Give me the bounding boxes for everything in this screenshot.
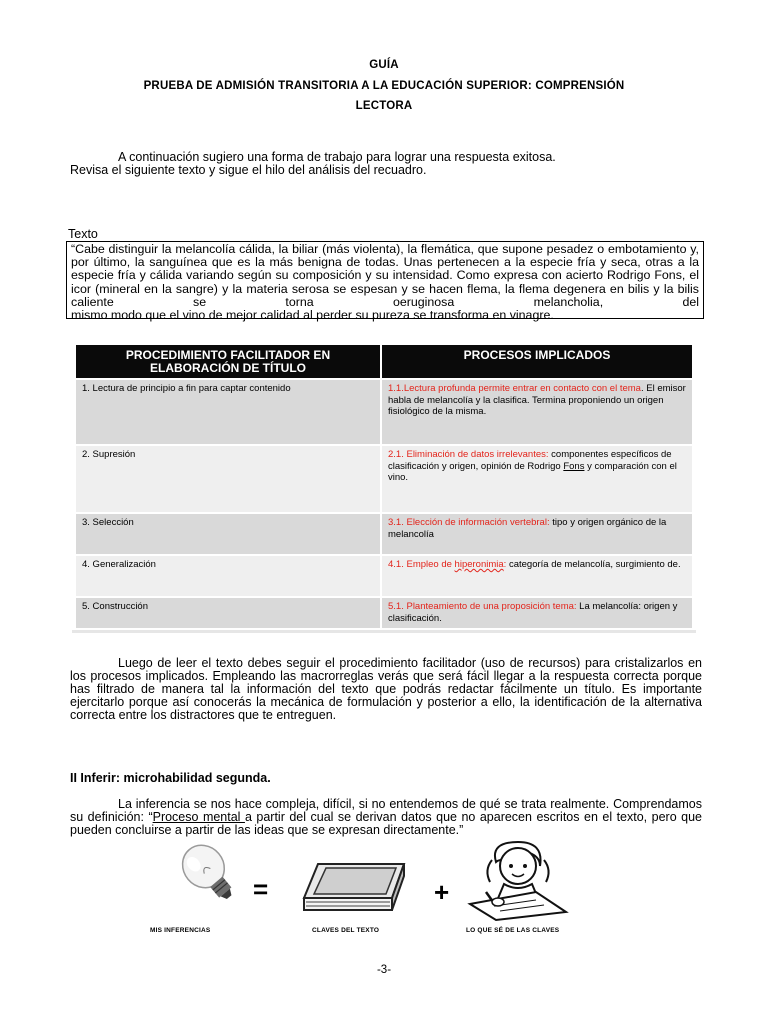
header-procedimiento: PROCEDIMIENTO FACILITADOR EN ELABORACIÓN DE TÍTULO: [76, 345, 380, 378]
after-table-paragraph: Luego de leer el texto debes seguir el procedimiento facilitador (uso de recursos) para cristalizarlos en los procesos implicados. Empleando las macrorreglas verás que será fácil llegar a la respuesta correcta porque has filtrado de manera tal la información del texto que podrás redactar fácilmente un título. Es importante ejercitarlo porque así conocerás la mecánica de formulación y posterior a ello, la identificación de la alternativa correcta entre los distractores que te entreguen.: [70, 656, 702, 722]
row2-right: [382, 446, 692, 512]
row5-right: [382, 598, 692, 628]
row4-red-a: 4.1. Empleo de: [388, 559, 455, 570]
intro-line-1: A continuación sugiero una forma de trabajo para lograr una respuesta exitosa.: [118, 150, 556, 164]
table-row: [76, 556, 692, 596]
row4-right: [382, 556, 692, 596]
row5-left: 5. Construcción: [76, 598, 380, 628]
row4-left: 4. Generalización: [76, 556, 380, 596]
page-number: -3-: [376, 964, 392, 976]
row1-red: 1.1.Lectura profunda permite entrar en contacto con el tema: [388, 383, 641, 394]
section2-para-u: Proceso mental: [152, 810, 245, 824]
section2-paragraph: [70, 798, 702, 837]
row1-right: [382, 380, 692, 444]
plus-sign: +: [434, 877, 450, 907]
table-row: [76, 514, 692, 554]
row2-rest-a: componentes específicos de clasificación y origen, opinión de Rodrigo: [388, 449, 672, 472]
row5-rest: La melancolía: origen y clasificación.: [388, 601, 678, 624]
row4-rest: categoría de melancolía, surgimiento de.: [506, 559, 681, 570]
equals-sign: =: [253, 874, 269, 904]
row3-right: [382, 514, 692, 554]
row5-red: 5.1. Planteamiento de una proposición tema:: [388, 601, 577, 612]
table-header-row: [76, 345, 692, 378]
section2-heading: II Inferir: microhabilidad segunda.: [70, 771, 271, 785]
texto-body: “Cabe distinguir la melancolía cálida, la biliar (más violenta), la flemática, que supone pesadez o embotamiento y, por último, la sanguínea que es la más benigna de todas. Unas pertenecen a la especie fría y seca, otras a la especie fría y cálida variando según su composición y su intensidad. Como expresa con acierto Rodrigo Fons, el icor (mineral en la sangre) y la materia serosa se espesan y se hacen flema, la flema degenera en bilis y la bilis caliente se torna oeruginosa melancholia, del: [71, 242, 699, 309]
table-row: [76, 446, 692, 512]
table-row: [76, 598, 692, 628]
row2-rest-b: y comparación con el vino.: [388, 460, 677, 483]
row2-left: 2. Supresión: [76, 446, 380, 512]
title-line-1: PRUEBA DE ADMISIÓN TRANSITORIA A LA EDUCACIÓN SUPERIOR: COMPRENSIÓN: [143, 80, 625, 92]
row2-red: 2.1. Eliminación de datos irrelevantes:: [388, 449, 549, 460]
row1-left: 1. Lectura de principio a fin para captar contenido: [76, 380, 380, 444]
caption-claves-del-texto: CLAVES DEL TEXTO: [312, 927, 380, 934]
procedure-table: [74, 343, 694, 630]
texto-box: [66, 241, 704, 323]
row3-rest: tipo y origen orgánico de la melancolía: [388, 517, 667, 540]
table-shadow: [72, 630, 696, 633]
texto-label: Texto: [68, 227, 98, 241]
title-line-2: LECTORA: [355, 100, 413, 112]
guia-heading: GUÍA: [369, 59, 399, 71]
caption-lo-que-se: LO QUE SÉ DE LAS CLAVES: [466, 927, 560, 934]
caption-mis-inferencias: MIS INFERENCIAS: [150, 927, 211, 934]
row4-red-b: :: [503, 559, 507, 570]
texto-last-line: mismo modo que el vino de mejor calidad al perder su pureza se transforma en vinagre.: [71, 308, 554, 323]
row3-left: 3. Selección: [76, 514, 380, 554]
lightbulb-icon: [160, 843, 240, 913]
intro-line-2: Revisa el siguiente texto y sigue el hilo del análisis del recuadro.: [70, 163, 427, 177]
section2-para-b: a partir del cual se derivan datos que no aparecen escritos en el texto, pero que pueden concluirse a partir de las ideas que se expresan directamente.”: [70, 810, 702, 837]
book-icon: [296, 850, 416, 918]
section2-para-a: La inferencia se nos hace compleja, difícil, si no entendemos de qué se trata realmente. Comprendamos su definición: “: [70, 797, 702, 824]
row3-red: 3.1. Elección de información vertebral:: [388, 517, 550, 528]
child-writing-icon: [466, 840, 576, 922]
row2-rest-u: Fons: [563, 460, 585, 472]
row4-red-u: hiperonimia: [454, 559, 504, 570]
header-procesos: PROCESOS IMPLICADOS: [382, 345, 692, 378]
table-row: [76, 380, 692, 444]
row1-rest: . El emisor habla de melancolía y la clasifica. Termina proponiendo un origen fisiológico de la misma.: [388, 383, 686, 417]
